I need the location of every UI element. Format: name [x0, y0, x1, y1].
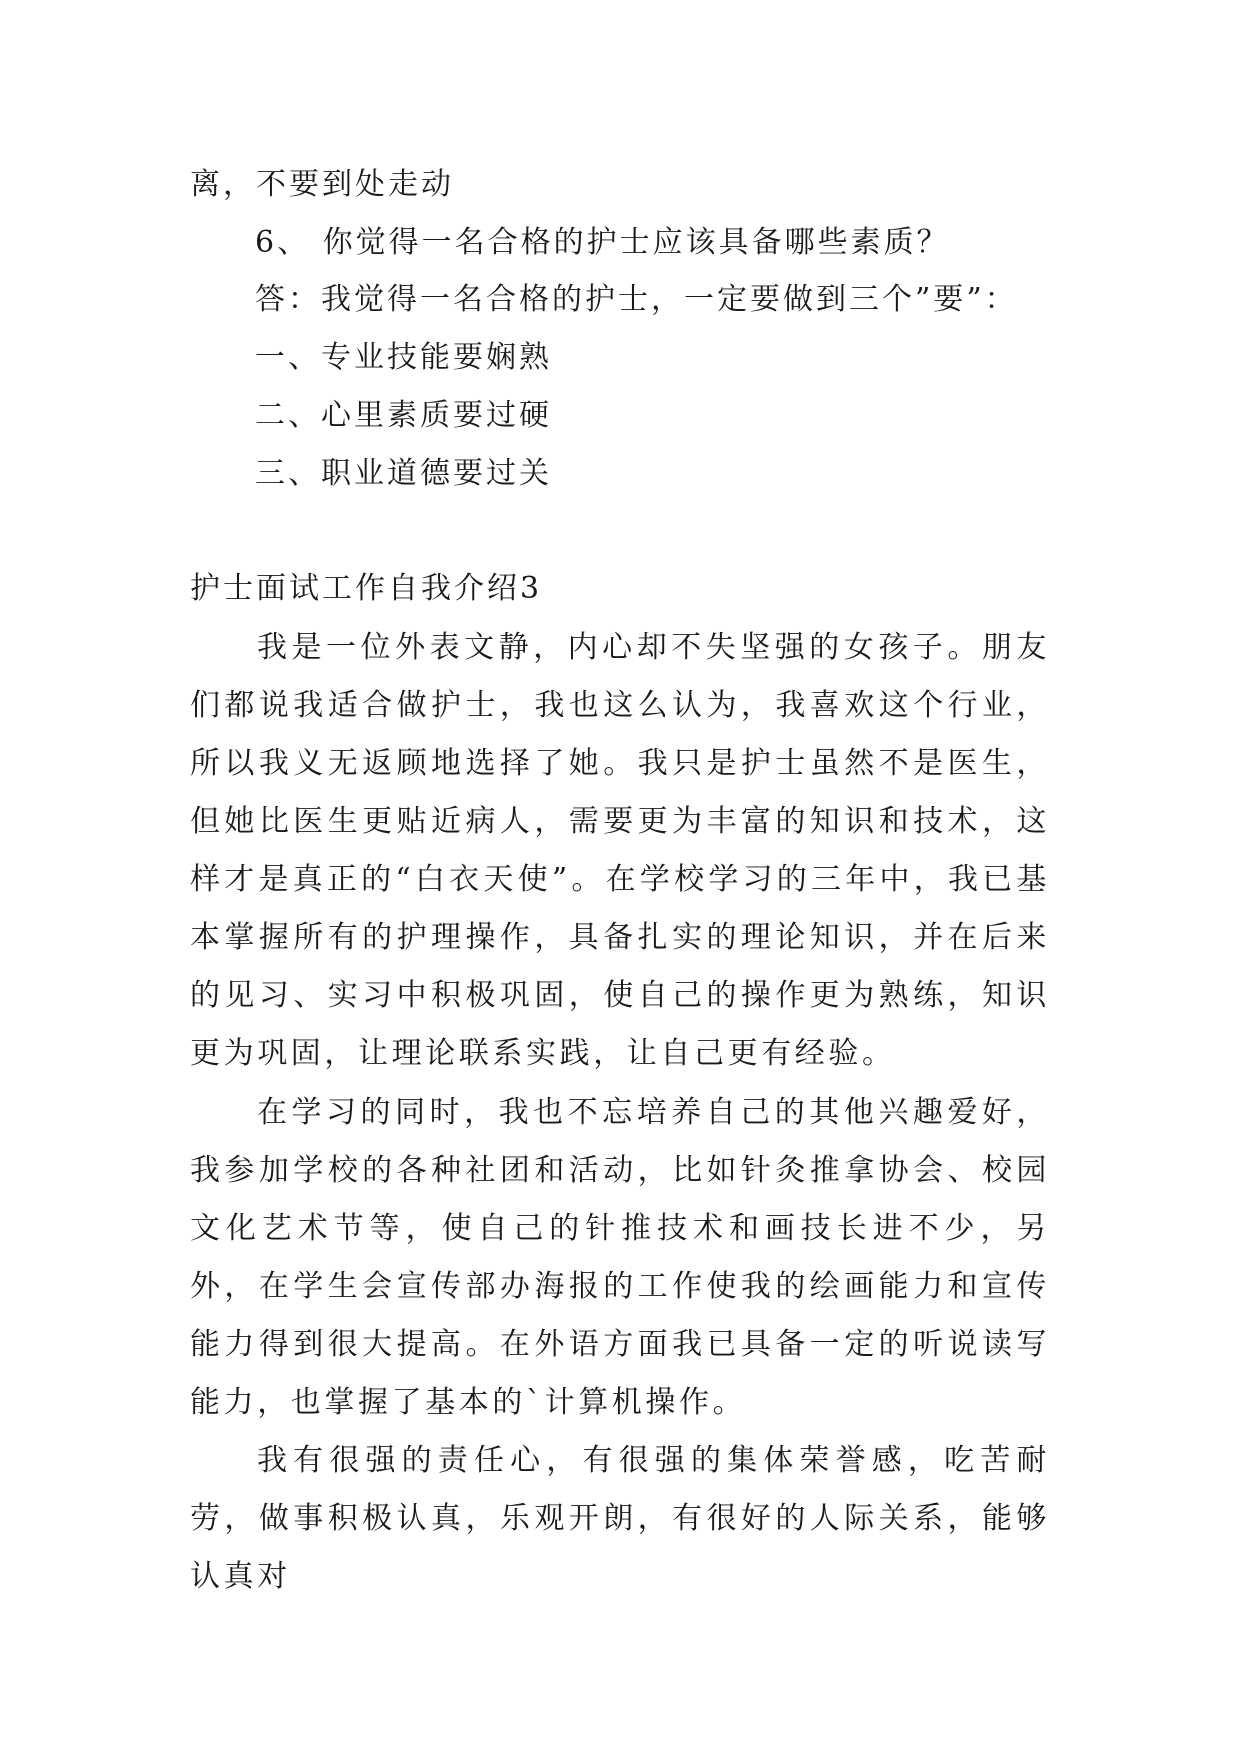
text-line: 离，不要到处走动 — [190, 167, 454, 202]
answer-line: 答：我觉得一名合格的护士，一定要做到三个”要”： — [255, 282, 1018, 317]
body-paragraph: 在学习的同时，我也不忘培养自己的其他兴趣爱好，我参加学校的各种社团和活动，比如针灸推拿协会、校园文化艺术节等，使自己的针推技术和画技长进不少，另外，在学生会宣传部办海报的工作使我的绘画能力和宣传能力得到很大提高。在外语方面我已具备一定的听说读写能力，也掌握了基本的`计算机操作。 — [190, 1095, 1050, 1420]
section-title: 护士面试工作自我介绍3 — [190, 571, 543, 606]
list-item: 二、心里素质要过硬 — [255, 398, 552, 433]
list-item: 一、专业技能要娴熟 — [255, 340, 552, 375]
list-item: 三、职业道德要过关 — [255, 456, 552, 491]
body-paragraph: 我是一位外表文静，内心却不失坚强的女孩子。朋友们都说我适合做护士，我也这么认为，我喜欢这个行业，所以我义无返顾地选择了她。我只是护士虽然不是医生，但她比医生更贴近病人，需要更为丰富的知识和技术，这样才是真正的“白衣天使”。在学校学习的三年中，我已基本掌握所有的护理操作，具备扎实的理论知识，并在后来的见习、实习中积极巩固，使自己的操作更为熟练，知识更为巩固，让理论联系实践，让自己更有经验。 — [190, 630, 1050, 1071]
body-paragraph: 我有很强的责任心，有很强的集体荣誉感，吃苦耐劳，做事积极认真，乐观开朗，有很好的人际关系，能够认真对 — [190, 1443, 1050, 1594]
question-line: 6、 你觉得一名合格的护士应该具备哪些素质？ — [255, 225, 950, 260]
